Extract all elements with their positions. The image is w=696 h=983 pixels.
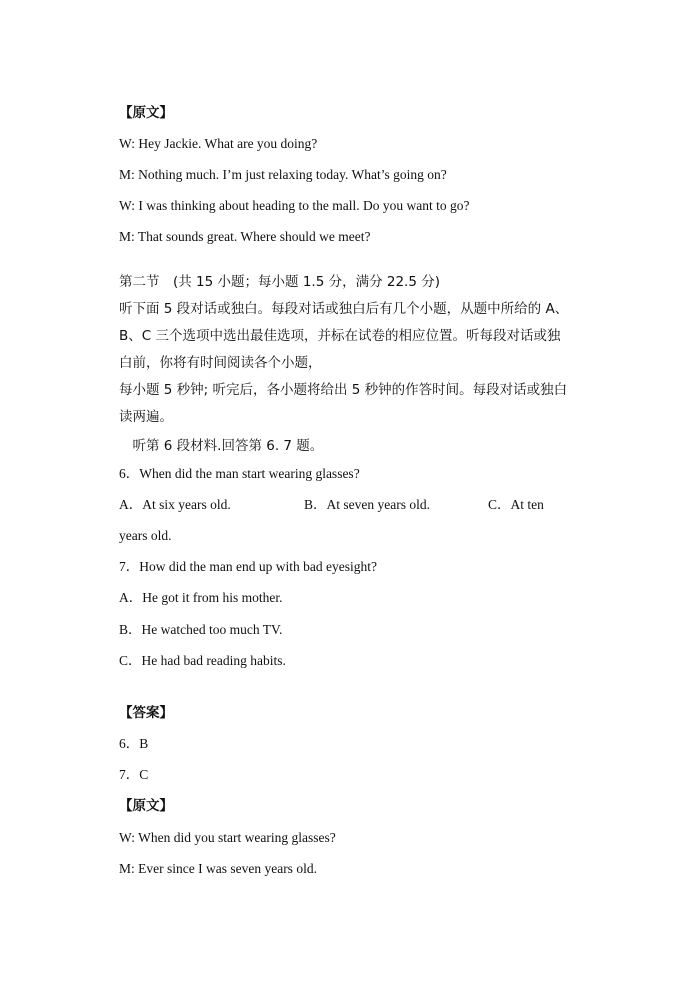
option-c: C．He had bad reading habits.: [119, 653, 286, 668]
option-a: A．He got it from his mother.: [119, 590, 283, 605]
answer-heading: 【答案】: [119, 705, 173, 721]
option-a: A．At six years old.: [119, 497, 231, 512]
section-title: 第二节 (共 15 小题；每小题 1.5 分，满分 22.5 分): [119, 274, 440, 290]
transcript-heading-1: 【原文】: [119, 105, 173, 121]
instruction-line: 白前，你将有时间阅读各个小题，: [119, 355, 322, 371]
option-b: B．At seven years old.: [304, 497, 430, 512]
transcript-line: W: Hey Jackie. What are you doing?: [119, 136, 318, 151]
transcript-line: M: That sounds great. Where should we meet?: [119, 229, 371, 244]
answer-item: 7．C: [119, 767, 149, 782]
option-c: C．At ten: [488, 497, 544, 512]
option-b: B．He watched too much TV.: [119, 622, 283, 637]
instruction-line: 每小题 5 秒钟; 听完后，各小题将给出 5 秒钟的作答时间。每段对话或独白: [119, 382, 568, 398]
question-stem: 7．How did the man end up with bad eyesight?: [119, 559, 377, 574]
answer-item: 6．B: [119, 736, 149, 751]
transcript-line: W: I was thinking about heading to the mall. Do you want to go?: [119, 198, 470, 213]
instruction-line: B、C 三个选项中选出最佳选项，并标在试卷的相应位置。听每段对话或独: [119, 328, 561, 344]
material-note: 听第 6 段材料.回答第 6. 7 题。: [119, 438, 324, 454]
transcript-line: M: Nothing much. I’m just relaxing today. What’s going on?: [119, 167, 447, 182]
instruction-line: 读两遍。: [119, 409, 173, 425]
option-c-continued: years old.: [119, 528, 172, 543]
transcript-line: M: Ever since I was seven years old.: [119, 861, 317, 876]
transcript-heading-2: 【原文】: [119, 798, 173, 814]
question-stem: 6．When did the man start wearing glasses?: [119, 466, 360, 481]
instruction-line: 听下面 5 段对话或独白。每段对话或独白后有几个小题，从题中所给的 A、: [119, 301, 569, 317]
transcript-line: W: When did you start wearing glasses?: [119, 830, 336, 845]
